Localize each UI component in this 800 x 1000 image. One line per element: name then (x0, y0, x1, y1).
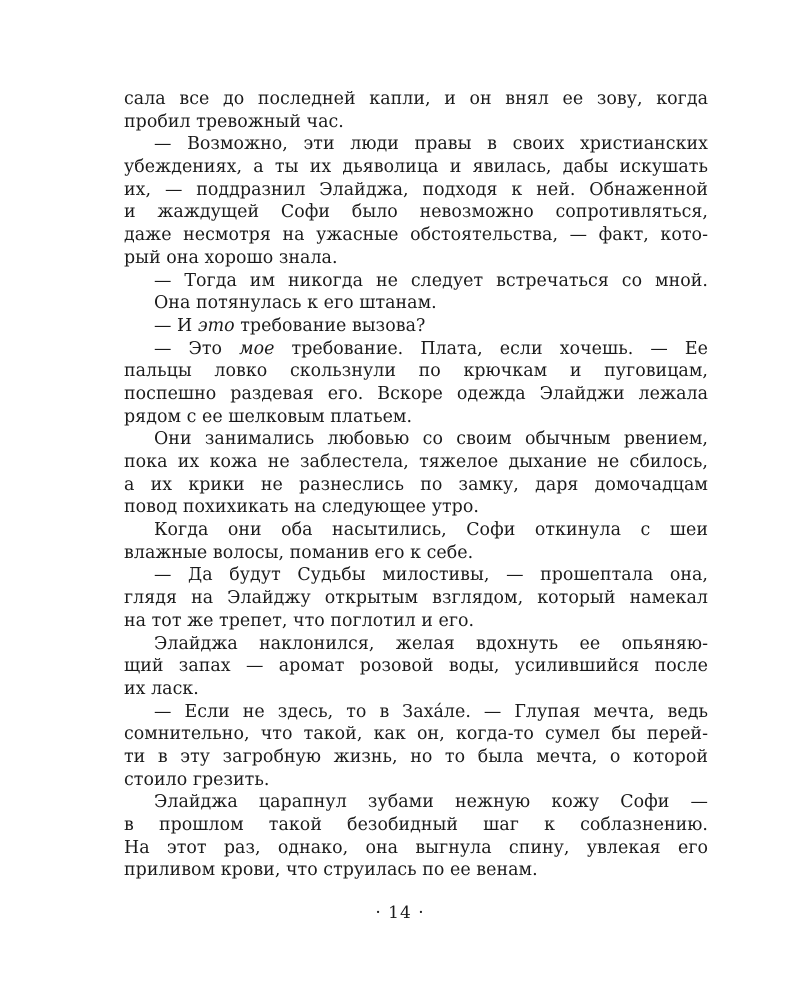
text-line: стоило грезить. (124, 769, 270, 790)
text-line (124, 315, 708, 338)
text-line: поспешно раздевая его. Вскоре одежда Элайджи лежала (124, 383, 708, 404)
text-line: — Да будут Судьбы милостивы, — прошептала она, (154, 565, 708, 586)
italic-word: мое (239, 338, 275, 359)
text-line: влажные волосы, поманив его к себе. (124, 542, 474, 563)
text-line: щий запах — аромат розовой воды, усилившийся после (124, 656, 708, 677)
text-line: — Тогда им никогда не следует встречаться со мной. (154, 270, 708, 291)
text-line: приливом крови, что струилась по ее венам. (124, 860, 538, 881)
text-line: повод похихикать на следующее утро. (124, 497, 479, 518)
text-line: глядя на Элайджу открытым взглядом, который намекал (124, 588, 708, 609)
text-line: Они занимались любовью со своим обычным рвением, (154, 429, 708, 450)
text-line: Элайджа наклонился, желая вдохнуть ее опьяняю- (154, 633, 708, 654)
text-line: рядом с ее шелковым платьем. (124, 406, 413, 427)
text-line (124, 338, 708, 361)
text-line: рый она хорошо знала. (124, 247, 338, 268)
text-line: их ласк. (124, 678, 199, 699)
text-line: сала все до последней капли, и он внял ее зову, когда (124, 89, 708, 109)
italic-word: это (197, 315, 235, 336)
text-line: Когда они оба насытились, Софи откинула с шеи (154, 520, 708, 541)
text-line: убеждениях, а ты их дьяволица и явилась, дабы искушать (124, 157, 708, 178)
book-page-text (124, 88, 708, 882)
text-line: Элайджа царапнул зубами нежную кожу Софи — (154, 792, 708, 813)
text-line: — Если не здесь, то в Заха́ле. — Глупая мечта, ведь (154, 701, 708, 722)
text-line: — Возможно, эти люди правы в своих христианских (154, 134, 708, 155)
text-line: пробил тревожный час. (124, 111, 344, 132)
text-fragment: требование вызова? (234, 315, 426, 336)
text-line: и жаждущей Софи было невозможно сопротивляться, (124, 202, 708, 223)
text-line: даже несмотря на ужасные обстоятельства, — факт, кото- (124, 225, 708, 246)
text-line: в прошлом такой безобидный шаг к соблазнению. (124, 815, 708, 835)
text-fragment: — Это (154, 338, 240, 359)
text-line: пока их кожа не заблестела, тяжелое дыхание не сбилось, (124, 452, 708, 472)
text-line: Она потянулась к его штанам. (154, 293, 437, 314)
text-line: на тот же трепет, что поглотил и его. (124, 610, 475, 631)
text-line: их, — поддразнил Элайджа, подходя к ней. Обнаженной (124, 179, 708, 200)
page-number: · 14 · (375, 903, 425, 923)
text-line: На этот раз, однако, она выгнула спину, увлекая его (124, 837, 708, 858)
text-line: пальцы ловко скользнули по крючкам и пуговицам, (124, 361, 708, 382)
text-fragment: требование. Плата, если хочешь. — Ее (274, 338, 708, 359)
text-line: ти в эту загробную жизнь, но то была мечта, о которой (124, 746, 708, 767)
text-line: сомнительно, что такой, как он, когда-то сумел бы перей- (124, 724, 708, 745)
text-fragment: — И (154, 315, 198, 336)
text-line: а их крики не разнеслись по замку, даря домочадцам (124, 474, 708, 495)
